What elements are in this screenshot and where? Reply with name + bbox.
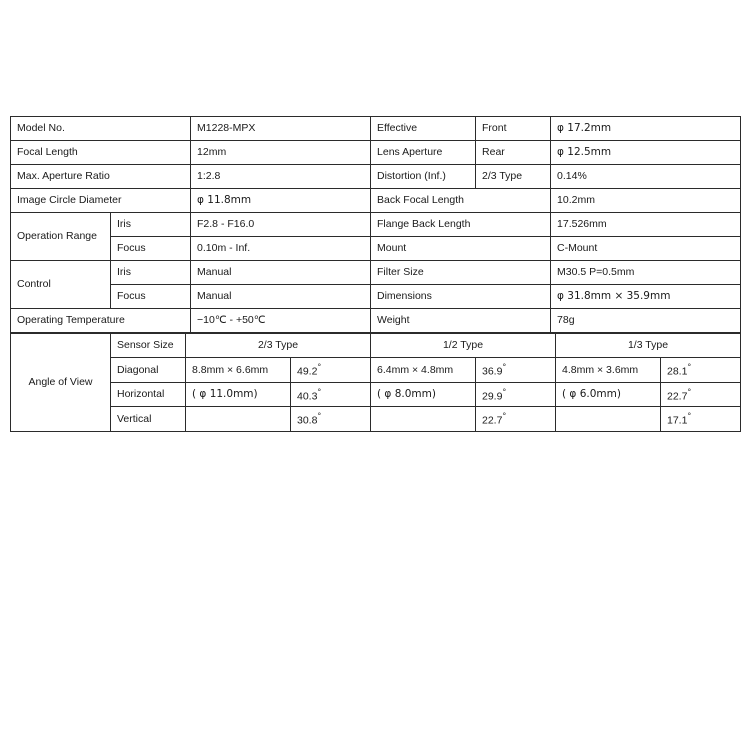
cell-operating-temperature-label: Operating Temperature <box>11 309 191 333</box>
cell-rear-value: φ 12.5mm <box>551 141 741 165</box>
cell-horizontal-angle-23: 40.3° <box>291 382 371 407</box>
cell-filter-size-label: Filter Size <box>371 261 551 285</box>
cell-flange-back-length-value: 17.526mm <box>551 213 741 237</box>
cell-vertical-size-23 <box>186 407 291 432</box>
specification-table <box>10 116 741 333</box>
cell-vertical-angle-13: 17.1° <box>661 407 741 432</box>
cell-type-13: 1/3 Type <box>556 334 741 358</box>
table-row <box>11 189 741 213</box>
spec-table-body <box>11 117 741 333</box>
cell-distortion-label: Distortion (Inf.) <box>371 165 476 189</box>
cell-horizontal-size-13: ( φ 6.0mm) <box>556 382 661 407</box>
table-row <box>11 141 741 165</box>
cell-diagonal-size-13: 4.8mm × 3.6mm <box>556 358 661 383</box>
cell-max-aperture-ratio-label: Max. Aperture Ratio <box>11 165 191 189</box>
cell-weight-label: Weight <box>371 309 551 333</box>
table-row <box>11 309 741 333</box>
cell-mount-value: C-Mount <box>551 237 741 261</box>
cell-flange-back-length-label: Flange Back Length <box>371 213 551 237</box>
cell-control-iris-label: Iris <box>111 261 191 285</box>
cell-control-label: Control <box>11 261 111 309</box>
cell-filter-size-value: M30.5 P=0.5mm <box>551 261 741 285</box>
cell-rear-label: Rear <box>476 141 551 165</box>
cell-sensor-size-label: Sensor Size <box>111 334 186 358</box>
table-row <box>11 213 741 237</box>
cell-diagonal-size-12: 6.4mm × 4.8mm <box>371 358 476 383</box>
cell-image-circle-label: Image Circle Diameter <box>11 189 191 213</box>
cell-horizontal-angle-12: 29.9° <box>476 382 556 407</box>
table-row <box>11 334 741 358</box>
cell-effective-label: Effective <box>371 117 476 141</box>
specification-table-container <box>10 116 740 432</box>
cell-operating-temperature-value: −10℃ - +50℃ <box>191 309 371 333</box>
cell-operation-range-iris-value: F2.8 - F16.0 <box>191 213 371 237</box>
cell-horizontal-label: Horizontal <box>111 382 186 407</box>
cell-operation-range-focus-value: 0.10m - Inf. <box>191 237 371 261</box>
cell-diagonal-angle-13: 28.1° <box>661 358 741 383</box>
cell-front-label: Front <box>476 117 551 141</box>
cell-max-aperture-ratio-value: 1:2.8 <box>191 165 371 189</box>
cell-weight-value: 78g <box>551 309 741 333</box>
angle-of-view-table <box>10 333 741 432</box>
cell-vertical-angle-23: 30.8° <box>291 407 371 432</box>
cell-back-focal-length-label: Back Focal Length <box>371 189 551 213</box>
table-row <box>11 285 741 309</box>
cell-horizontal-size-12: ( φ 8.0mm) <box>371 382 476 407</box>
cell-distortion-value: 0.14% <box>551 165 741 189</box>
table-row <box>11 407 741 432</box>
cell-vertical-size-12 <box>371 407 476 432</box>
cell-mount-label: Mount <box>371 237 551 261</box>
angle-of-view-body <box>11 334 741 432</box>
cell-type-12: 1/2 Type <box>371 334 556 358</box>
cell-type-23: 2/3 Type <box>186 334 371 358</box>
cell-focal-length-value: 12mm <box>191 141 371 165</box>
cell-operation-range-iris-label: Iris <box>111 213 191 237</box>
cell-angle-of-view-label: Angle of View <box>11 334 111 432</box>
cell-image-circle-value: φ 11.8mm <box>191 189 371 213</box>
cell-operation-range-label: Operation Range <box>11 213 111 261</box>
cell-model-no-value: M1228-MPX <box>191 117 371 141</box>
table-row <box>11 261 741 285</box>
cell-horizontal-size-23: ( φ 11.0mm) <box>186 382 291 407</box>
cell-focal-length-label: Focal Length <box>11 141 191 165</box>
cell-front-value: φ 17.2mm <box>551 117 741 141</box>
table-row <box>11 358 741 383</box>
cell-back-focal-length-value: 10.2mm <box>551 189 741 213</box>
cell-dimensions-label: Dimensions <box>371 285 551 309</box>
cell-diagonal-label: Diagonal <box>111 358 186 383</box>
cell-operation-range-focus-label: Focus <box>111 237 191 261</box>
cell-vertical-angle-12: 22.7° <box>476 407 556 432</box>
cell-lens-aperture-label: Lens Aperture <box>371 141 476 165</box>
table-row <box>11 117 741 141</box>
cell-dimensions-value: φ 31.8mm × 35.9mm <box>551 285 741 309</box>
table-row <box>11 382 741 407</box>
cell-horizontal-angle-13: 22.7° <box>661 382 741 407</box>
cell-control-focus-label: Focus <box>111 285 191 309</box>
cell-control-focus-value: Manual <box>191 285 371 309</box>
cell-diagonal-size-23: 8.8mm × 6.6mm <box>186 358 291 383</box>
table-row <box>11 165 741 189</box>
table-row <box>11 237 741 261</box>
cell-diagonal-angle-23: 49.2° <box>291 358 371 383</box>
cell-diagonal-angle-12: 36.9° <box>476 358 556 383</box>
cell-model-no-label: Model No. <box>11 117 191 141</box>
cell-distortion-type: 2/3 Type <box>476 165 551 189</box>
cell-vertical-size-13 <box>556 407 661 432</box>
cell-vertical-label: Vertical <box>111 407 186 432</box>
cell-control-iris-value: Manual <box>191 261 371 285</box>
